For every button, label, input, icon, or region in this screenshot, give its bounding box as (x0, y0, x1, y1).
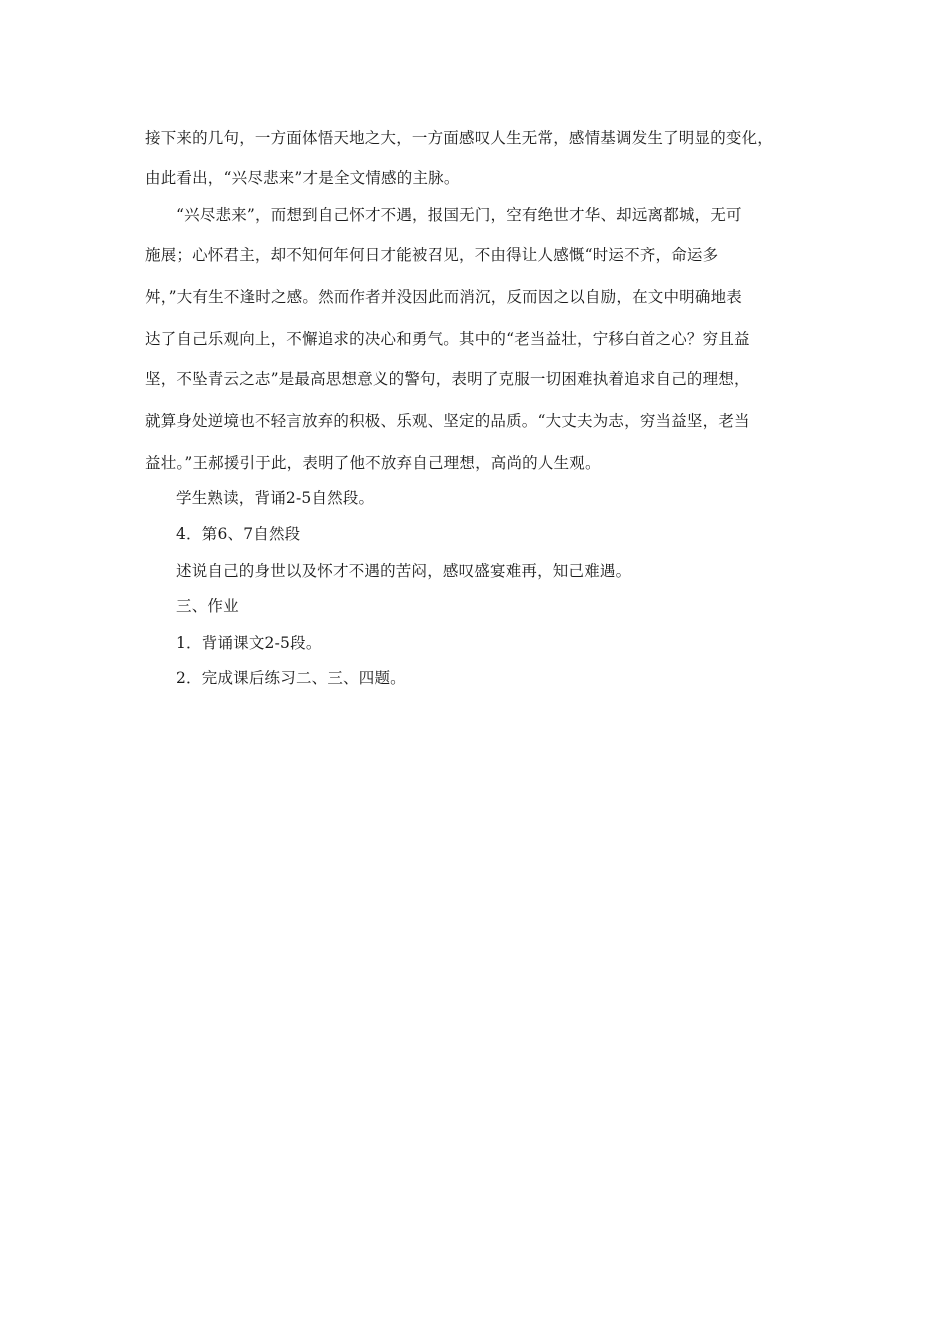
list-item: 1．背诵课文2-5段。 (176, 634, 322, 652)
section-heading: 4．第6、7自然段 (176, 525, 301, 543)
paragraph-line: 由此看出，“兴尽悲来”才是全文情感的主脉。 (145, 169, 460, 187)
paragraph-line: 舛，”大有生不逢时之感。然而作者并没因此而消沉，反而因之以自励，在文中明确地表 (145, 288, 742, 306)
paragraph-line: 达了自己乐观向上，不懈追求的决心和勇气。其中的“老当益壮，宁移白首之心？穷且益 (145, 330, 750, 348)
section-heading: 三、作业 (176, 597, 239, 615)
paragraph-line: 述说自己的身世以及怀才不遇的苦闷，感叹盛宴难再，知己难遇。 (176, 562, 632, 580)
paragraph-line: 接下来的几句，一方面体悟天地之大，一方面感叹人生无常，感情基调发生了明显的变化， (145, 129, 774, 147)
paragraph-line: 就算身处逆境也不轻言放弃的积极、乐观、坚定的品质。“大丈夫为志，穷当益坚，老当 (145, 412, 750, 430)
list-item: 2．完成课后练习二、三、四题。 (176, 669, 406, 687)
paragraph-line: 施展；心怀君主，却不知何年何日才能被召见，不由得让人感慨“时运不齐，命运多 (145, 246, 719, 264)
paragraph-line: 学生熟读，背诵2-5自然段。 (176, 489, 375, 507)
paragraph-line: 坚，不坠青云之志”是最高思想意义的警句，表明了克服一切困难执着追求自己的理想， (145, 370, 750, 388)
paragraph-line: “兴尽悲来”，而想到自己怀才不遇，报国无门，空有绝世才华、却远离都城，无可 (176, 206, 742, 224)
paragraph-line: 益壮。”王郝援引于此，表明了他不放弃自己理想，高尚的人生观。 (145, 454, 601, 472)
